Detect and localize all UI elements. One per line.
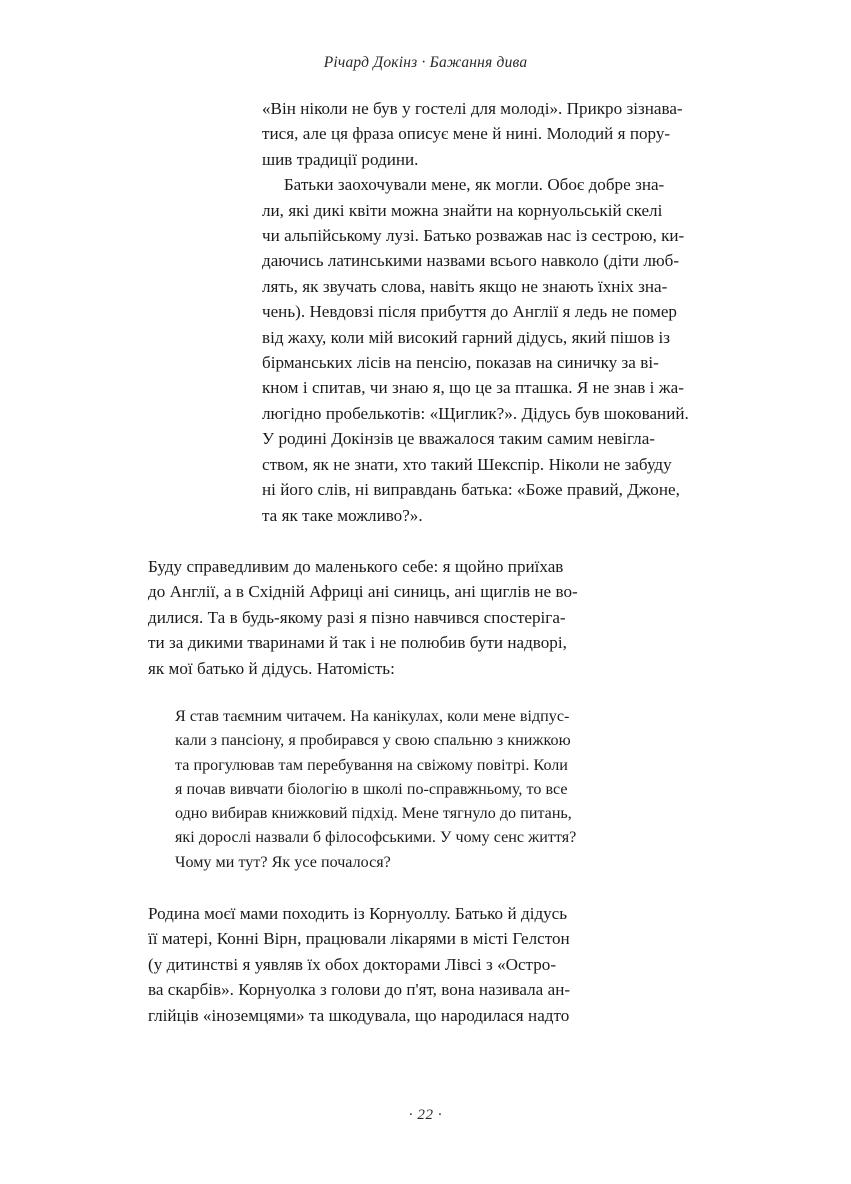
blockquote-text [175,705,687,875]
text-line: (у дитинстві я уявляв їх обох докторами Лівсі з «Остро- [148,954,557,974]
text-line: ством, як не знати, хто такий Шекспір. Ніколи не забуду [262,454,672,474]
text-line: чи альпійському лузі. Батько розважав нас із сестрою, ки- [262,226,685,246]
text-line: ли, які дикі квіти можна знайти на корнуольській скелі [262,200,663,220]
text-line: тися, але ця фраза описує мене й нині. Молодий я пору- [262,124,671,144]
text-line: та прогулював там перебування на свіжому повітрі. Коли [175,756,568,774]
text-line: ти за дикими тваринами й так і не полюбив бути надворі, [148,633,567,653]
text-line: Батьки заохочували мене, як могли. Обоє добре зна- [262,175,665,195]
text-line: даючись латинськими назвами всього навколо (діти люб- [262,251,680,271]
paragraph-block-family [0,901,851,1028]
text-line: я почав вивчати біологію в школі по-справжньому, то все [175,780,568,798]
paragraph-block-opening [87,96,764,528]
text-line: кали з пансіону, я пробирався у свою спальню з книжкою [175,732,571,750]
block-gap [0,681,851,705]
text-line: бірманських лісів на пенсію, показав на синичку за ві- [262,353,659,373]
page-body [0,96,851,1028]
block-gap [0,875,851,901]
text-line: до Англії, а в Східній Африці ані синиць, ані щиглів не во- [148,582,578,602]
block-gap [0,528,851,554]
text-line: шив традиції родини. [262,149,419,169]
paragraph-family [148,901,704,1028]
text-line: ні його слів, ні виправдань батька: «Боже правий, Джоне, [262,480,680,500]
text-line: глійців «іноземцями» та шкодувала, що народилася надто [148,1005,570,1025]
running-head: Річард Докінз · Бажання дива [323,54,528,71]
paragraph-fairness [148,554,704,681]
text-line: Я став таємним читачем. На канікулах, коли мене відпус- [175,707,570,725]
paragraph-block-fairness [0,554,851,681]
page-number: · 22 · [408,1107,443,1123]
text-line: «Він ніколи не був у гостелі для молоді». Прикро зізнава- [262,99,683,118]
text-line: та як таке можливо?». [262,505,423,525]
text-line: які дорослі назвали б філософськими. У чому сенс життя? [175,829,577,847]
text-line: У родині Докінзів це вважалося таким самим невігла- [262,429,655,449]
text-line: одно вибирав книжковий підхід. Мене тягнуло до питань, [175,805,572,823]
text-line: Чому ми тут? Як усе почалося? [175,853,391,871]
text-line: кном і спитав, чи знаю я, що це за пташка. Я не знав і жа- [262,378,684,398]
text-line: дилися. Та в будь-якому разі я пізно навчився спостеріга- [148,607,566,627]
paragraph-first [262,96,764,172]
text-line: лять, як звучать слова, навіть якщо не знають їхніх зна- [262,276,668,296]
paragraph-parents [262,172,764,528]
text-line: Родина моєї мами походить із Корнуоллу. Батько й дідусь [148,904,568,924]
text-line: люгідно пробелькотів: «Щиглик?». Дідусь був шокований. [262,403,689,423]
blockquote-secret-reader [0,705,851,875]
text-line: від жаху, коли мій високий гарний дідусь, який пішов із [262,327,670,347]
text-line: Буду справедливим до маленького себе: я щойно приїхав [148,556,564,576]
text-line: чень). Невдовзі після прибуття до Англії я ледь не помер [262,302,677,322]
text-line: ва скарбів». Корнуолка з голови до п'ят, вона називала ан- [148,980,571,1000]
text-line: її матері, Конні Вірн, працювали лікарями в місті Гелстон [148,929,570,949]
text-line: як мої батько й дідусь. Натомість: [148,658,395,678]
